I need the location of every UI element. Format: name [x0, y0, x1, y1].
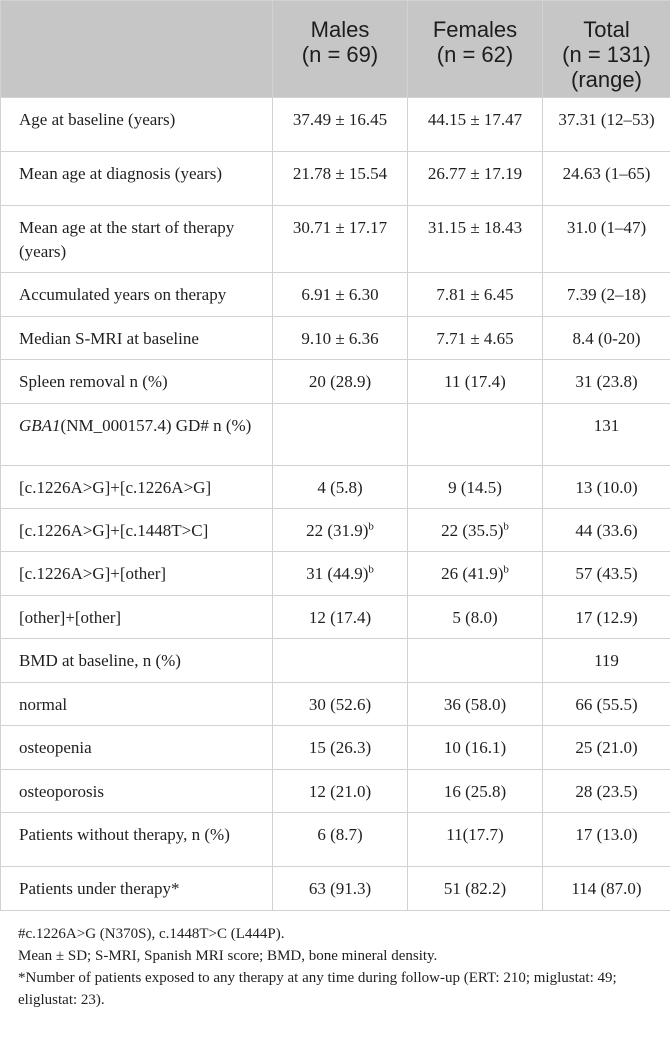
header-males — [273, 1, 408, 98]
cell-males — [273, 867, 408, 911]
cell-females — [408, 317, 543, 360]
header-total-range: (range) — [571, 67, 642, 92]
row-label — [1, 509, 273, 552]
footnote-abbreviations: Mean ± SD; S-MRI, Spanish MRI score; BMD, bone mineral density. — [18, 948, 438, 964]
row-label-text: Spleen removal n (%) — [19, 372, 168, 391]
row-label-text: Accumulated years on therapy — [19, 285, 227, 304]
cell-females — [408, 360, 543, 404]
cell-females — [408, 466, 543, 509]
cell-males — [273, 152, 408, 206]
cell-females — [408, 770, 543, 813]
cell-females-value: 31.15 ± 18.43 — [427, 218, 523, 237]
footnote-marker: b — [368, 520, 374, 533]
cell-males-value: 6.91 ± 6.30 — [301, 285, 379, 304]
cell-total — [543, 813, 670, 867]
cell-females-value: 51 (82.2) — [443, 879, 507, 898]
cell-females — [408, 813, 543, 867]
cell-total — [543, 683, 670, 726]
footnote-marker: b — [503, 563, 509, 576]
cell-total — [543, 639, 670, 683]
gene-name: GBA1 — [19, 416, 61, 435]
cell-males-value: 22 (31.9) — [306, 521, 369, 540]
cell-males — [273, 770, 408, 813]
cell-males-value: 12 (17.4) — [308, 608, 372, 627]
header-males-label: Males — [310, 17, 370, 42]
cell-females — [408, 596, 543, 639]
cell-total-value: 28 (23.5) — [575, 782, 638, 801]
cell-total-value: 131 — [593, 416, 620, 435]
row-label — [1, 552, 273, 596]
row-label — [1, 770, 273, 813]
table-row — [1, 98, 670, 152]
cell-males — [273, 404, 408, 466]
table-row — [1, 404, 670, 466]
cell-females-value: 11 (17.4) — [444, 372, 506, 391]
cell-total-value: 114 (87.0) — [571, 879, 642, 898]
cell-females-value: 16 (25.8) — [443, 782, 507, 801]
row-label — [1, 466, 273, 509]
table-row — [1, 317, 670, 360]
footnote-therapy: *Number of patients exposed to any therapy at any time during follow-up (ERT: 210; miglustat: 49; eliglustat: 23). — [18, 970, 617, 1008]
cell-males-value: 4 (5.8) — [317, 478, 363, 497]
cell-females — [408, 509, 543, 552]
cell-females — [408, 867, 543, 911]
cell-total-value: 57 (43.5) — [575, 564, 638, 583]
cell-females-value: 22 (35.5) — [441, 521, 504, 540]
row-label-text: Age at baseline (years) — [19, 110, 176, 129]
cell-males — [273, 98, 408, 152]
cell-total — [543, 552, 670, 596]
header-row — [1, 1, 670, 98]
row-label — [1, 726, 273, 770]
cell-males-value: 31 (44.9) — [306, 564, 369, 583]
table-footnotes — [0, 911, 670, 1011]
row-label — [1, 206, 273, 273]
table-row — [1, 596, 670, 639]
cell-females — [408, 683, 543, 726]
cell-males-value: 30.71 ± 17.17 — [292, 218, 388, 237]
cell-females — [408, 206, 543, 273]
cell-total-value: 119 — [594, 651, 619, 670]
cell-males-value: 20 (28.9) — [308, 372, 372, 391]
row-label-text: [c.1226A>G]+[c.1448T>C] — [19, 521, 209, 540]
cell-females-value: 10 (16.1) — [443, 738, 507, 757]
row-label-text: Median S-MRI at baseline — [19, 329, 199, 348]
row-label — [1, 98, 273, 152]
cell-females — [408, 552, 543, 596]
cell-total-value: 66 (55.5) — [575, 695, 638, 714]
cell-females-value: 36 (58.0) — [443, 695, 507, 714]
cell-total — [543, 206, 670, 273]
table-row — [1, 466, 670, 509]
row-label — [1, 867, 273, 911]
row-label-text: Mean age at the start of therapy (years) — [19, 218, 235, 261]
table-row — [1, 813, 670, 867]
cell-total-value: 8.4 (0-20) — [572, 329, 641, 348]
cell-males-value: 37.49 ± 16.45 — [292, 110, 388, 129]
row-label — [1, 273, 273, 317]
cell-females-value: 26 (41.9) — [441, 564, 504, 583]
cell-total-value: 17 (13.0) — [575, 825, 638, 844]
cell-males-value: 15 (26.3) — [308, 738, 372, 757]
cell-total — [543, 466, 670, 509]
cell-total-value: 37.31 (12–53) — [558, 110, 655, 129]
cell-males — [273, 596, 408, 639]
cell-females-value: 7.81 ± 6.45 — [436, 285, 514, 304]
row-label-text: [other]+[other] — [19, 608, 122, 627]
row-label-text: normal — [19, 695, 68, 714]
row-label-text: Mean age at diagnosis (years) — [19, 164, 222, 183]
cell-males-value: 21.78 ± 15.54 — [292, 164, 388, 183]
table-row — [1, 360, 670, 404]
cell-females-value: 11(17.7) — [446, 825, 504, 844]
cell-total-value: 13 (10.0) — [575, 478, 638, 497]
cell-total-value: 31 (23.8) — [575, 372, 638, 391]
cell-females — [408, 98, 543, 152]
row-label — [1, 596, 273, 639]
cell-total — [543, 98, 670, 152]
table-row — [1, 770, 670, 813]
table-row — [1, 273, 670, 317]
cell-males-value: 30 (52.6) — [308, 695, 372, 714]
cell-total — [543, 152, 670, 206]
cell-total-value: 17 (12.9) — [575, 608, 638, 627]
cell-females — [408, 273, 543, 317]
cell-males-value: 9.10 ± 6.36 — [301, 329, 379, 348]
cell-total-value: 7.39 (2–18) — [566, 285, 647, 304]
table-row — [1, 206, 670, 273]
cell-total — [543, 360, 670, 404]
cell-females — [408, 639, 543, 683]
cell-females — [408, 404, 543, 466]
row-label-text: osteopenia — [19, 738, 92, 757]
row-label-text: BMD at baseline, n (%) — [19, 651, 181, 670]
row-label — [1, 683, 273, 726]
cell-females-value: 26.77 ± 17.19 — [427, 164, 523, 183]
table-row — [1, 867, 670, 911]
cell-males — [273, 206, 408, 273]
header-total-label: Total — [583, 17, 630, 42]
row-label-text: Patients under therapy* — [19, 879, 180, 898]
cell-total — [543, 596, 670, 639]
cell-total — [543, 867, 670, 911]
row-label — [1, 360, 273, 404]
cell-total-value: 24.63 (1–65) — [562, 164, 651, 183]
row-label-text: Patients without therapy, n (%) — [19, 825, 230, 844]
cell-males-value: 12 (21.0) — [308, 782, 372, 801]
table-row — [1, 639, 670, 683]
header-females-label: Females — [432, 17, 518, 42]
row-label-text: [c.1226A>G]+[c.1226A>G] — [19, 478, 212, 497]
cell-females — [408, 152, 543, 206]
cell-males — [273, 552, 408, 596]
table-row — [1, 552, 670, 596]
cell-total — [543, 726, 670, 770]
header-females — [408, 1, 543, 98]
cell-males — [273, 683, 408, 726]
cell-total — [543, 770, 670, 813]
cell-males — [273, 639, 408, 683]
cell-total-value: 44 (33.6) — [575, 521, 638, 540]
table-body — [1, 98, 670, 911]
cell-males — [273, 317, 408, 360]
cell-males-value: 6 (8.7) — [317, 825, 363, 844]
cell-total — [543, 509, 670, 552]
table-row — [1, 509, 670, 552]
row-label-text: [c.1226A>G]+[other] — [19, 564, 167, 583]
header-males-n: (n = 69) — [301, 42, 379, 67]
row-label — [1, 317, 273, 360]
cell-total-value: 31.0 (1–47) — [566, 218, 647, 237]
row-label — [1, 639, 273, 683]
cell-males — [273, 726, 408, 770]
cell-males-value: 63 (91.3) — [308, 879, 372, 898]
cell-females-value: 9 (14.5) — [448, 478, 502, 497]
footnote-genotypes: #c.1226A>G (N370S), c.1448T>C (L444P). — [18, 926, 285, 942]
table-row — [1, 152, 670, 206]
cell-males — [273, 509, 408, 552]
cell-total — [543, 404, 670, 466]
header-females-n: (n = 62) — [436, 42, 514, 67]
cell-females-value: 5 (8.0) — [452, 608, 498, 627]
footnote-marker: b — [503, 520, 509, 533]
table-row — [1, 683, 670, 726]
cell-total-value: 25 (21.0) — [575, 738, 638, 757]
row-label-text: osteoporosis — [19, 782, 104, 801]
header-total — [543, 1, 670, 98]
cell-total — [543, 273, 670, 317]
cell-females-value: 7.71 ± 4.65 — [436, 329, 514, 348]
header-total-n: (n = 131) — [562, 42, 651, 67]
row-label — [1, 152, 273, 206]
cell-females-value: 44.15 ± 17.47 — [427, 110, 523, 129]
cell-total — [543, 317, 670, 360]
cell-males — [273, 466, 408, 509]
header-empty-cell — [1, 1, 273, 98]
cell-females — [408, 726, 543, 770]
row-label-text: (NM_000157.4) GD# n (%) — [60, 416, 252, 435]
table-row — [1, 726, 670, 770]
row-label — [1, 813, 273, 867]
row-label — [1, 404, 273, 466]
cell-males — [273, 813, 408, 867]
cell-males — [273, 360, 408, 404]
footnote-marker: b — [368, 563, 374, 576]
cell-males — [273, 273, 408, 317]
